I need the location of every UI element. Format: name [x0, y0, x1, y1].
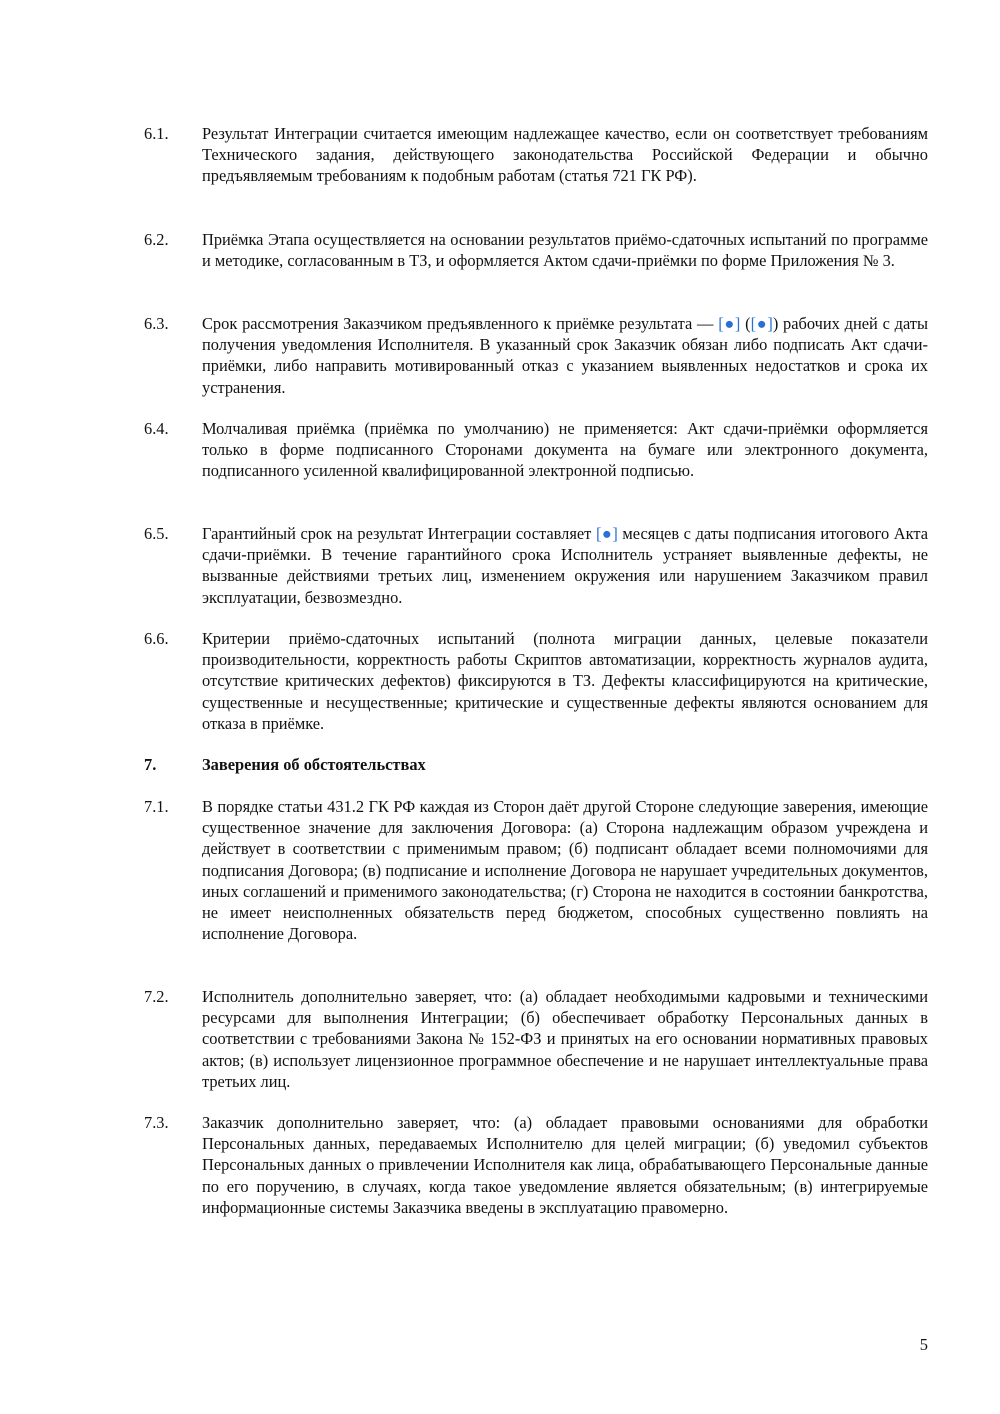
- clause: [144, 523, 928, 608]
- heading-text: [202, 754, 928, 775]
- clause-number: 6.5.: [144, 524, 169, 543]
- clause-number: 6.2.: [144, 230, 169, 249]
- clause-text: [202, 313, 928, 398]
- text-run: месяцев с даты подписания итогового Акта сдачи-приёмки. В течение гарантийного срока Исполнитель устраняет выявленные дефекты, не вызванные действиями третьих лиц, изменением окружения или нарушением Заказчиком правил эксплуатации, безвозмездно.: [202, 524, 928, 607]
- clause-text: [202, 628, 928, 734]
- clause: [144, 628, 928, 734]
- clause-number: 6.4.: [144, 419, 169, 438]
- clause-number: 7.: [144, 755, 157, 774]
- text-run: Исполнитель дополнительно заверяет, что: (а) обладает необходимыми кадровыми и техническими ресурсами для выполнения Интеграции; (б) обеспечивает обработку Персональных данных в соответствии с требованиями Закона № 152-ФЗ и принятых на его основании нормативных правовых актов; (в) использует лицензионное программное обеспечение и не нарушает интеллектуальные права третьих лиц.: [202, 987, 928, 1091]
- clause-number: 6.6.: [144, 629, 169, 648]
- clause-number: 7.3.: [144, 1113, 169, 1132]
- clause: [144, 1112, 928, 1218]
- placeholder-marker: [●]: [595, 524, 618, 543]
- clause-text: [202, 123, 928, 187]
- clause-number: 6.1.: [144, 124, 169, 143]
- clause: [144, 313, 928, 398]
- clause-text: [202, 1112, 928, 1218]
- text-run: Заверения об обстоятельствах: [202, 755, 426, 774]
- clause-text: [202, 523, 928, 608]
- clause: [144, 229, 928, 271]
- placeholder-marker: [●]: [750, 314, 773, 333]
- text-run: Гарантийный срок на результат Интеграции составляет: [202, 524, 596, 543]
- text-run: Результат Интеграции считается имеющим надлежащее качество, если он соответствует требованиям Технического задания, действующего законодательства Российской Федерации и обычно предъявляемым требованиям к подобным работам (статья 721 ГК РФ).: [202, 124, 928, 186]
- text-run: Заказчик дополнительно заверяет, что: (а) обладает правовыми основаниями для обработки Персональных данных, передаваемых Исполнителю для целей миграции; (б) уведомил субъектов Персональных данных о привлечении Исполнителя как лица, обрабатывающего Персональные данные по его поручению, в случаях, когда такое уведомление является обязательным; (в) интегрируемые информационные системы Заказчика введены в эксплуатацию правомерно.: [202, 1113, 928, 1217]
- clause-text: [202, 986, 928, 1092]
- text-run: (: [740, 314, 751, 333]
- text-run: Срок рассмотрения Заказчиком предъявленного к приёмке результата —: [202, 314, 719, 333]
- clause: [144, 796, 928, 944]
- text-run: Критерии приёмо-сдаточных испытаний (полнота миграции данных, целевые показатели производительности, корректность работы Скриптов автоматизации, корректность журналов аудита, отсутствие критических дефектов) фиксируются в ТЗ. Дефекты классифицируются на критические, существенные и несущественные; критические и существенные дефекты являются основанием для отказа в приёмке.: [202, 629, 928, 733]
- clause: [144, 418, 928, 482]
- clause-number: 6.3.: [144, 314, 169, 333]
- text-run: Приёмка Этапа осуществляется на основании результатов приёмо-сдаточных испытаний по программе и методике, согласованным в ТЗ, и оформляется Актом сдачи-приёмки по форме Приложения № 3.: [202, 230, 928, 271]
- clause-text: [202, 796, 928, 944]
- clause: [144, 123, 928, 187]
- placeholder-marker: [●]: [718, 314, 741, 333]
- text-run: Молчаливая приёмка (приёмка по умолчанию) не применяется: Акт сдачи-приёмки оформляется только в форме подписанного Сторонами документа на бумаге или электронного документа, подписанного усиленной квалифицированной электронной подписью.: [202, 419, 928, 481]
- clause-text: [202, 418, 928, 482]
- section-heading: [144, 754, 928, 775]
- clause: [144, 986, 928, 1092]
- text-run: ) рабочих дней с даты получения уведомления Исполнителя. В указанный срок Заказчик обязан либо подписать Акт сдачи-приёмки, либо направить мотивированный отказ с указанием выявленных недостатков и срока их устранения.: [202, 314, 928, 397]
- clause-text: [202, 229, 928, 271]
- text-run: В порядке статьи 431.2 ГК РФ каждая из Сторон даёт другой Стороне следующие заверения, имеющие существенное значение для заключения Договора: (а) Сторона надлежащим образом учреждена и действует в соответствии с применимым правом; (б) подписант обладает всеми полномочиями для подписания Договора; (в) подписание и исполнение Договора не нарушает учредительных документов, иных соглашений и применимого законодательства; (г) Сторона не находится в состоянии банкротства, не имеет неисполненных обязательств перед бюджетом, способных существенно повлиять на исполнение Договора.: [202, 797, 928, 944]
- clause-number: 7.2.: [144, 987, 169, 1006]
- clause-number: 7.1.: [144, 797, 169, 816]
- page-number: 5: [919, 1335, 928, 1354]
